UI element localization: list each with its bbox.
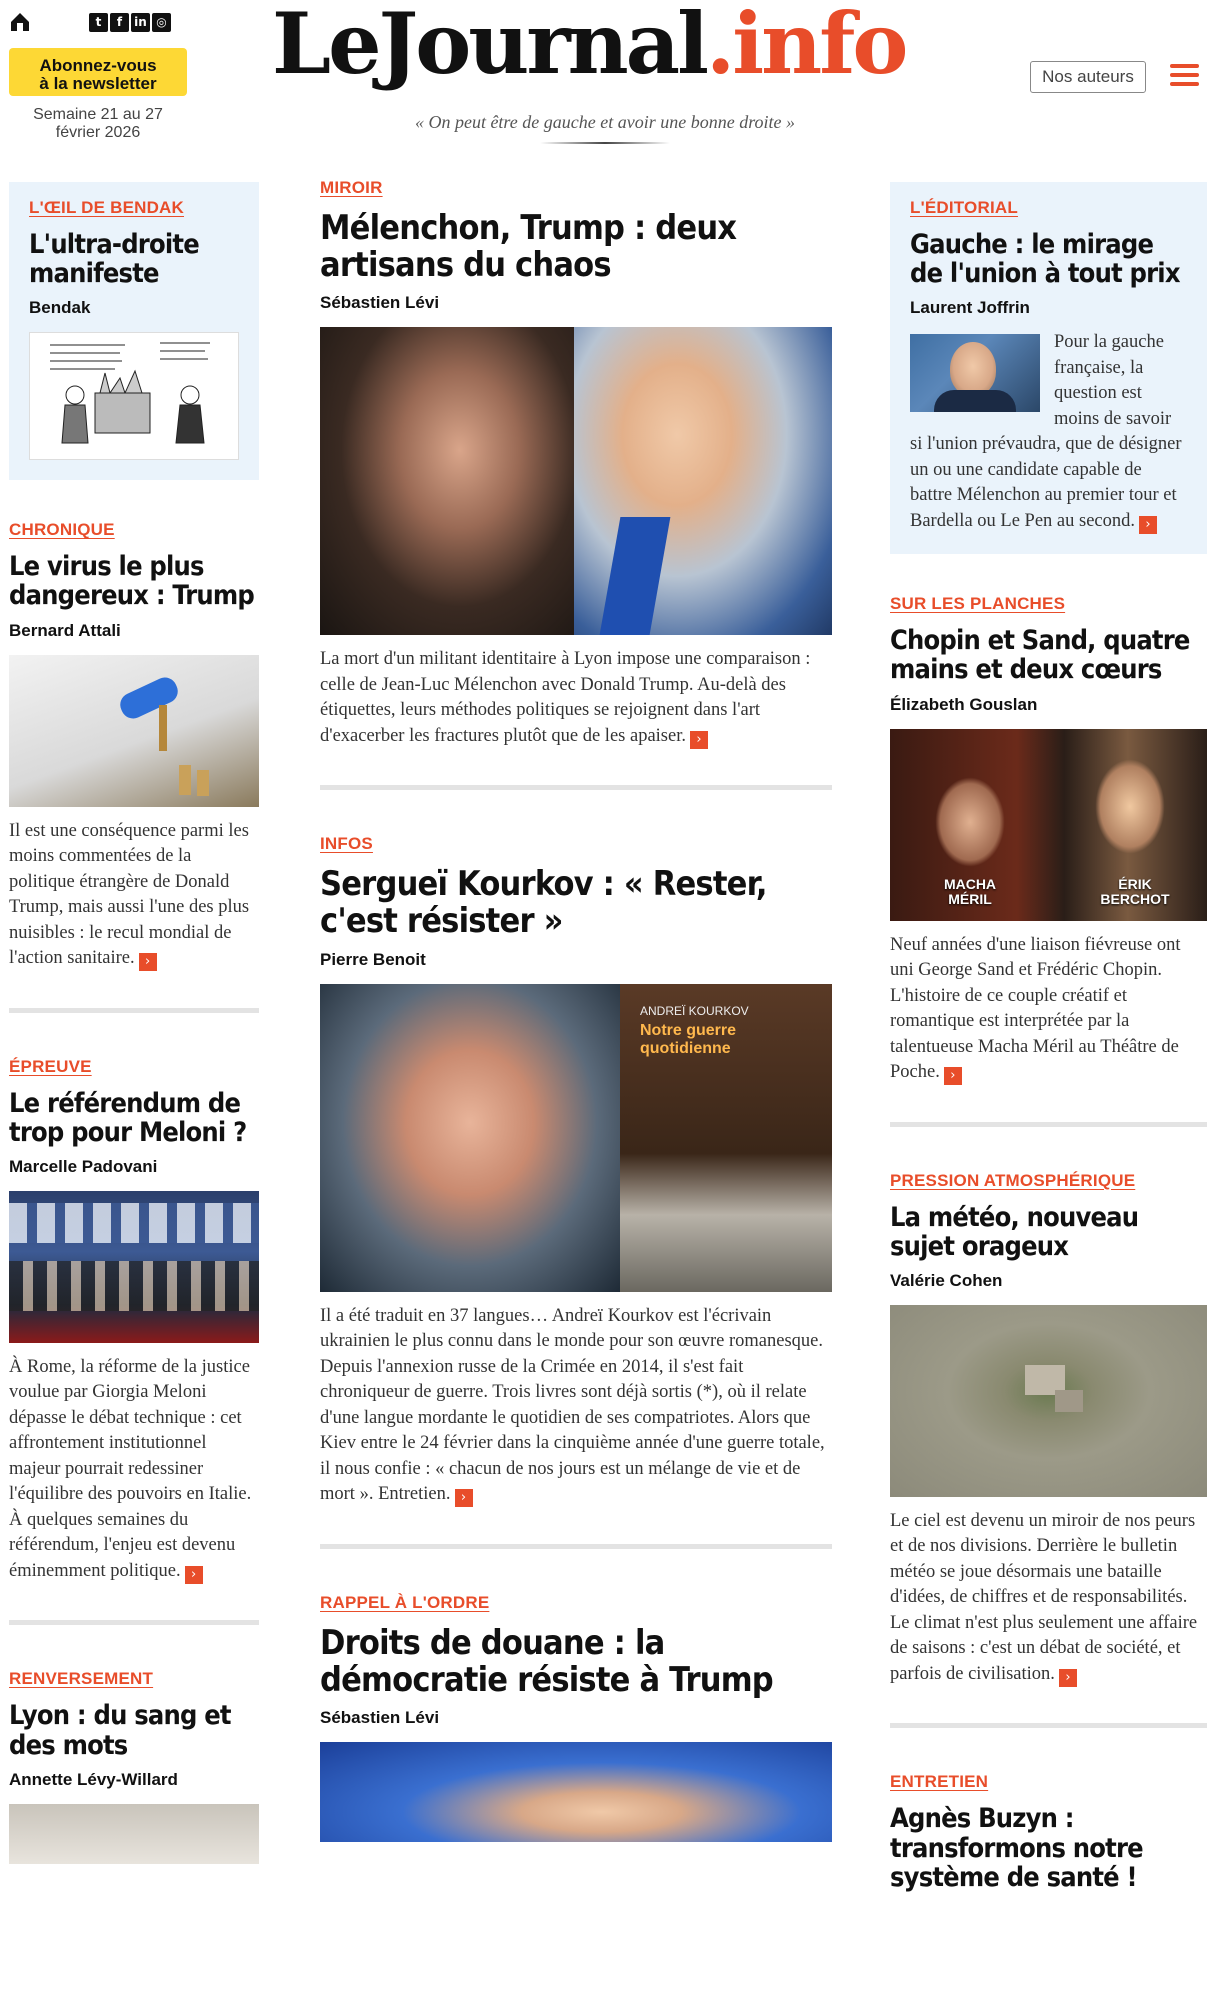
article-author[interactable]: Sébastien Lévi bbox=[320, 293, 440, 313]
article-renversement[interactable] bbox=[9, 1669, 259, 1863]
book-author: ANDREÏ KOURKOV bbox=[640, 1003, 749, 1018]
week-line2: février 2026 bbox=[55, 124, 141, 141]
image-label-berchot: ÉRIK BERCHOT bbox=[1100, 875, 1170, 907]
read-more-arrow-icon[interactable]: › bbox=[944, 1067, 962, 1085]
book-title: Notre guerre quotidienne bbox=[640, 1021, 737, 1057]
article-author[interactable]: Élizabeth Gouslan bbox=[890, 694, 1038, 714]
rubric[interactable]: ENTRETIEN bbox=[890, 1772, 989, 1792]
divider bbox=[890, 1122, 1207, 1127]
article-image[interactable] bbox=[9, 655, 259, 807]
rubric[interactable]: RENVERSEMENT bbox=[9, 1669, 154, 1689]
article-excerpt: Il est une conséquence parmi les moins commentées de la politique étrangère de Donald Trump, mais aussi l'une des plus nuisibles : le recul mondial de l'action sanitaire. › bbox=[9, 820, 250, 970]
read-more-arrow-icon[interactable]: › bbox=[455, 1489, 473, 1507]
article-author[interactable]: Bernard Attali bbox=[9, 620, 121, 640]
divider bbox=[320, 1544, 832, 1549]
rubric[interactable]: L'ÉDITORIAL bbox=[910, 198, 1018, 217]
article-image[interactable] bbox=[890, 729, 1207, 921]
rubric[interactable]: RAPPEL À L'ORDRE bbox=[320, 1592, 490, 1612]
article-author[interactable]: Laurent Joffrin bbox=[910, 298, 1030, 318]
newsletter-button[interactable] bbox=[9, 48, 187, 96]
article-image[interactable] bbox=[890, 1305, 1207, 1497]
newsletter-line1: Abonnez-vous bbox=[39, 56, 157, 75]
article-author[interactable]: Marcelle Padovani bbox=[9, 1156, 158, 1176]
article-excerpt: Neuf années d'une liaison fiévreuse ont uni George Sand et Frédéric Chopin. L'histoire de ce couple créatif et romantique est interprétée par la talentueuse Macha Méril au Théâtre de Poche. › bbox=[890, 934, 1181, 1084]
article-author[interactable]: Pierre Benoit bbox=[320, 949, 426, 969]
article-excerpt: Il a été traduit en 37 langues… Andreï Kourkov est l'écrivain ukrainien le plus connu dans le monde pour son œuvre romanesque. Depuis l'annexion russe de la Crimée en 2014, il s'est fait chroniqueur de guerre. Trois livres sont déjà sortis (*), où il relate d'une langue mordante le quotidien de ses compatriotes. Alors que Kiev entre le 24 février dans la cinquième année d'une guerre totale, il nous confie : « chacun de nos jours est un mélange de vie et de mort ». Entretien. › bbox=[320, 1305, 825, 1506]
article-epreuve[interactable] bbox=[9, 1057, 259, 1585]
site-header bbox=[0, 0, 1230, 160]
tagline: « On peut être de gauche et avoir une bonne droite » bbox=[414, 112, 796, 132]
week-label bbox=[9, 106, 187, 142]
author-photo[interactable] bbox=[910, 334, 1040, 412]
cartoon-image[interactable] bbox=[29, 332, 239, 460]
read-more-arrow-icon[interactable]: › bbox=[690, 731, 708, 749]
article-excerpt: Le ciel est devenu un miroir de nos peurs et de nos divisions. Derrière le bulletin météo se joue désormais une bataille d'idées, de chiffres et de responsabilités. Le climat n'est plus seulement une affaire de saisons : c'est un débat de société, et parfois de civilisation. › bbox=[890, 1510, 1198, 1685]
home-icon[interactable] bbox=[9, 11, 31, 33]
article-excerpt: À Rome, la réforme de la justice voulue par Giorgia Meloni dépasse le débat technique : cet affrontement institutionnel majeur pourrait redessiner l'équilibre des pouvoirs en Italie. À quelques semaines du référendum, l'enjeu est devenu éminemment politique. › bbox=[9, 1356, 252, 1582]
header-left bbox=[9, 10, 189, 142]
article-title[interactable]: Lyon : du sang et des mots bbox=[9, 1700, 231, 1761]
read-more-arrow-icon[interactable]: › bbox=[185, 1566, 203, 1584]
rubric[interactable]: L'ŒIL DE BENDAK bbox=[29, 198, 185, 217]
article-author[interactable]: Bendak bbox=[29, 298, 91, 318]
article-author[interactable]: Valérie Cohen bbox=[890, 1270, 1003, 1290]
read-more-arrow-icon[interactable]: › bbox=[1139, 516, 1157, 534]
logo-main: LeJournal bbox=[272, 0, 707, 93]
article-title[interactable]: La météo, nouveau sujet orageux bbox=[890, 1201, 1139, 1262]
read-more-arrow-icon[interactable]: › bbox=[1059, 1669, 1077, 1687]
left-column bbox=[9, 182, 259, 1864]
article-title[interactable]: Sergueï Kourkov : « Rester, c'est résister » bbox=[320, 864, 767, 942]
authors-button[interactable]: Nos auteurs bbox=[1030, 61, 1146, 93]
rubric[interactable]: MIROIR bbox=[320, 178, 383, 197]
article-image[interactable] bbox=[9, 1191, 259, 1343]
article-author[interactable]: Sébastien Lévi bbox=[320, 1708, 440, 1728]
article-excerpt: Pour la gauche française, la question est moins de savoir si l'union prévaudra, que de désigner un ou une candidate capable de battre Mélenchon au premier tour et Bardella ou Le Pen au second. › bbox=[910, 332, 1182, 532]
article-meteo[interactable] bbox=[890, 1171, 1207, 1688]
hamburger-menu-icon[interactable] bbox=[1170, 64, 1199, 88]
article-image[interactable] bbox=[9, 1804, 259, 1864]
read-more-arrow-icon[interactable]: › bbox=[139, 953, 157, 971]
article-title[interactable]: Le référendum de trop pour Meloni ? bbox=[9, 1087, 247, 1148]
article-excerpt: La mort d'un militant identitaire à Lyon impose une comparaison : celle de Jean-Luc Mélenchon avec Donald Trump. Au-delà des étiquettes, leurs méthodes politiques se rejoignent dans l'art d'exacerber les fractures plutôt que de les apaiser. › bbox=[320, 649, 811, 747]
divider bbox=[9, 1620, 259, 1625]
instagram-icon[interactable]: ◎ bbox=[152, 13, 171, 32]
twitter-icon[interactable]: t bbox=[89, 13, 108, 32]
header-icons bbox=[9, 10, 189, 34]
article-title[interactable]: Chopin et Sand, quatre mains et deux cœurs bbox=[890, 625, 1190, 686]
article-editorial[interactable] bbox=[890, 182, 1207, 554]
right-column bbox=[890, 182, 1207, 1892]
rubric[interactable]: INFOS bbox=[320, 834, 373, 854]
article-title[interactable]: Agnès Buzyn : transformons notre système de santé ! bbox=[890, 1803, 1143, 1893]
image-label-meril: MACHA MÉRIL bbox=[943, 875, 997, 907]
article-planches[interactable] bbox=[890, 594, 1207, 1085]
rubric[interactable]: PRESSION ATMOSPHÉRIQUE bbox=[890, 1170, 1136, 1190]
site-logo[interactable] bbox=[272, 0, 905, 93]
rubric[interactable]: CHRONIQUE bbox=[9, 520, 115, 540]
article-title[interactable]: L'ultra-droite manifeste bbox=[29, 229, 199, 290]
article-image[interactable] bbox=[320, 984, 832, 1292]
article-title[interactable]: Gauche : le mirage de l'union à tout prix bbox=[910, 229, 1180, 290]
article-author[interactable]: Annette Lévy-Willard bbox=[9, 1769, 178, 1789]
article-bendak[interactable] bbox=[9, 182, 259, 480]
article-rappel[interactable] bbox=[320, 1593, 832, 1842]
facebook-icon[interactable]: f bbox=[110, 13, 129, 32]
article-miroir[interactable] bbox=[320, 178, 832, 749]
article-title[interactable]: Le virus le plus dangereux : Trump bbox=[9, 551, 254, 612]
article-infos[interactable] bbox=[320, 834, 832, 1507]
article-chronique[interactable] bbox=[9, 520, 259, 971]
article-title[interactable]: Mélenchon, Trump : deux artisans du chaos bbox=[320, 208, 737, 285]
divider bbox=[9, 1008, 259, 1013]
divider bbox=[890, 1723, 1207, 1728]
middle-column bbox=[320, 178, 832, 1842]
article-image[interactable] bbox=[320, 1742, 832, 1842]
article-entretien[interactable] bbox=[890, 1772, 1207, 1891]
divider bbox=[320, 785, 832, 790]
social-links bbox=[89, 13, 171, 32]
tagline-divider bbox=[540, 142, 670, 144]
rubric[interactable]: SUR LES PLANCHES bbox=[890, 594, 1066, 614]
logo-dot: .info bbox=[706, 0, 906, 93]
article-image[interactable] bbox=[320, 327, 832, 635]
newsletter-line2: à la newsletter bbox=[39, 74, 157, 93]
rubric[interactable]: ÉPREUVE bbox=[9, 1056, 92, 1076]
linkedin-icon[interactable]: in bbox=[131, 13, 150, 32]
article-title[interactable]: Droits de douane : la démocratie résiste à Trump bbox=[320, 1622, 773, 1700]
week-line1: Semaine 21 au 27 bbox=[33, 106, 163, 123]
